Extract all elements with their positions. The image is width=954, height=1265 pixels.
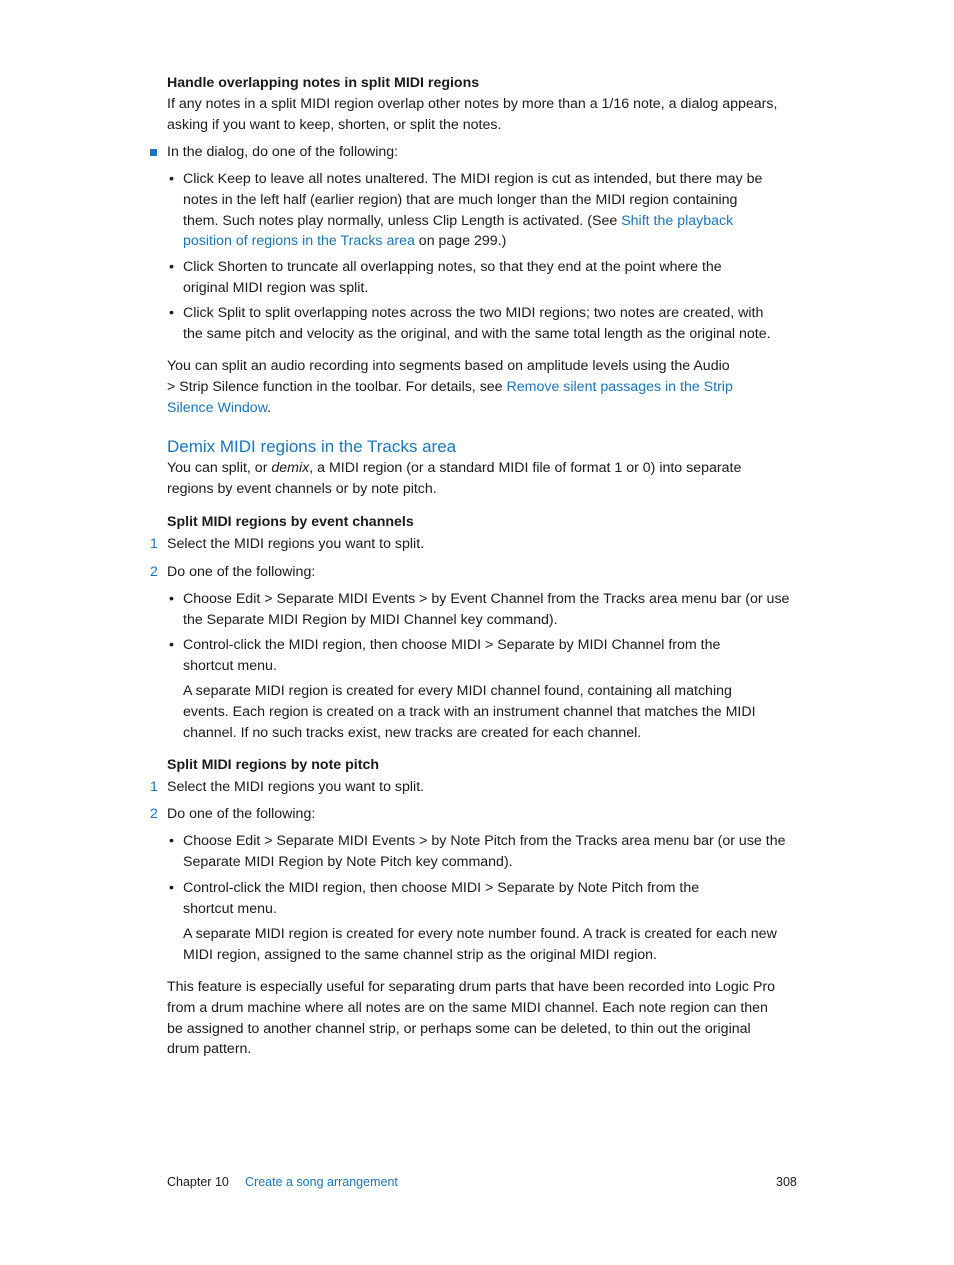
strip-silence-paragraph	[167, 356, 733, 418]
channel-heading: Split MIDI regions by event channels	[167, 514, 414, 530]
bullet-dot-icon: •	[169, 880, 174, 896]
bullet-dot-icon: •	[169, 305, 174, 321]
overlap-intro-line: asking if you want to keep, shorten, or split the notes.	[167, 116, 502, 133]
remove-silent-passages-link-cont[interactable]: Silence Window	[167, 399, 268, 416]
strip-line: You can split an audio recording into segments based on amplitude levels using the Audio	[167, 358, 730, 374]
step-number: 2	[150, 806, 158, 822]
footer-chapter-link[interactable]: Create a song arrangement	[245, 1175, 398, 1189]
demix-intro-a: You can split, or	[167, 460, 272, 476]
shorten-line: original MIDI region was split.	[183, 279, 369, 296]
step-number: 1	[150, 536, 158, 552]
keep-line: Click Keep to leave all notes unaltered. The MIDI region is cut as intended, but there may be	[183, 171, 763, 187]
closing-line: be assigned to another channel strip, or perhaps some can be deleted, to thin out the original	[167, 1020, 751, 1037]
strip-line2-text: > Strip Silence function in the toolbar. For details, see	[167, 378, 507, 395]
channel-choose-line: the Separate MIDI Region by MIDI Channel key command).	[183, 611, 558, 628]
channel-control-item	[183, 635, 720, 677]
square-bullet-icon	[150, 149, 157, 156]
channel-control-line: shortcut menu.	[183, 657, 277, 674]
pitch-control-line: shortcut menu.	[183, 900, 277, 917]
shorten-line: Click Shorten to truncate all overlapping notes, so that they end at the point where the	[183, 259, 722, 275]
channel-step2: Do one of the following:	[167, 564, 316, 580]
remove-silent-passages-link[interactable]: Remove silent passages in the Strip	[506, 378, 733, 395]
channel-control-line: Control-click the MIDI region, then choose MIDI > Separate by MIDI Channel from the	[183, 637, 721, 653]
bullet-dot-icon: •	[169, 637, 174, 653]
pitch-control-item	[183, 878, 699, 920]
overlap-intro-line: If any notes in a split MIDI region overlap other notes by more than a 1/16 note, a dialog appears,	[167, 96, 778, 112]
channel-choose-item	[183, 589, 789, 631]
shift-playback-link[interactable]: Shift the playback	[621, 212, 734, 229]
keep-line	[183, 211, 762, 232]
channel-step1: Select the MIDI regions you want to split.	[167, 536, 425, 552]
overlap-intro	[167, 94, 777, 136]
split-item	[183, 303, 771, 345]
overlap-heading: Handle overlapping notes in split MIDI regions	[167, 75, 480, 91]
closing-line: from a drum machine where all notes are on the same MIDI channel. Each note region can then	[167, 999, 768, 1016]
bullet-dot-icon: •	[169, 591, 174, 607]
split-line: the same pitch and velocity as the original, and with the same total length as the original note.	[183, 325, 771, 342]
step-number: 2	[150, 564, 158, 580]
shorten-item	[183, 257, 722, 299]
pitch-step2: Do one of the following:	[167, 806, 316, 822]
pitch-result-line: A separate MIDI region is created for every note number found. A track is created for each new	[183, 926, 777, 942]
bullet-dot-icon: •	[169, 171, 174, 187]
keep-line	[183, 231, 762, 252]
step-number: 1	[150, 779, 158, 795]
footer-chapter: Chapter 10	[167, 1175, 229, 1189]
pitch-result-line: MIDI region, assigned to the same channel strip as the original MIDI region.	[183, 946, 657, 963]
demix-intro-line: regions by event channels or by note pitch.	[167, 480, 437, 497]
bullet-dot-icon: •	[169, 833, 174, 849]
pitch-control-line: Control-click the MIDI region, then choose MIDI > Separate by Note Pitch from the	[183, 880, 700, 896]
split-line: Click Split to split overlapping notes across the two MIDI regions; two notes are created, with	[183, 305, 764, 321]
keep-line: notes in the left half (earlier region) that are much longer than the MIDI region containing	[183, 191, 738, 208]
closing-paragraph	[167, 977, 775, 1060]
pitch-choose-line: Choose Edit > Separate MIDI Events > by Note Pitch from the Tracks area menu bar (or use the	[183, 833, 786, 849]
channel-choose-line: Choose Edit > Separate MIDI Events > by Event Channel from the Tracks area menu bar (or use	[183, 591, 790, 607]
demix-intro-b: , a MIDI region (or a standard MIDI file of format 1 or 0) into separate	[309, 460, 742, 476]
pitch-result	[183, 924, 777, 966]
channel-result	[183, 681, 756, 743]
keep-item	[183, 169, 762, 252]
overlap-step: In the dialog, do one of the following:	[167, 144, 399, 160]
keep-line3-text: them. Such notes play normally, unless Clip Length is activated. (See	[183, 212, 622, 229]
channel-result-line: A separate MIDI region is created for every MIDI channel found, containing all matching	[183, 683, 732, 699]
pitch-step1: Select the MIDI regions you want to split.	[167, 779, 425, 795]
pitch-heading: Split MIDI regions by note pitch	[167, 757, 380, 773]
strip-line3-text: .	[267, 399, 272, 416]
keep-line4-text: on page 299.)	[414, 233, 507, 250]
demix-intro-em: demix	[271, 460, 310, 476]
strip-line	[167, 377, 733, 398]
channel-result-line: events. Each region is created on a track with an instrument channel that matches the MIDI	[183, 703, 756, 720]
shift-playback-link-cont[interactable]: position of regions in the Tracks area	[183, 233, 415, 250]
bullet-dot-icon: •	[169, 259, 174, 275]
pitch-choose-line: Separate MIDI Region by Note Pitch key command).	[183, 853, 513, 870]
channel-result-line: channel. If no such tracks exist, new tracks are created for each channel.	[183, 724, 642, 741]
demix-intro	[167, 458, 741, 500]
strip-line	[167, 398, 733, 419]
demix-heading: Demix MIDI regions in the Tracks area	[167, 437, 457, 456]
closing-line: This feature is especially useful for separating drum parts that have been recorded into Logic Pro	[167, 979, 776, 995]
footer-page-number: 308	[776, 1175, 797, 1189]
pitch-choose-item	[183, 831, 785, 873]
demix-intro-line	[167, 458, 741, 479]
closing-line: drum pattern.	[167, 1041, 252, 1058]
